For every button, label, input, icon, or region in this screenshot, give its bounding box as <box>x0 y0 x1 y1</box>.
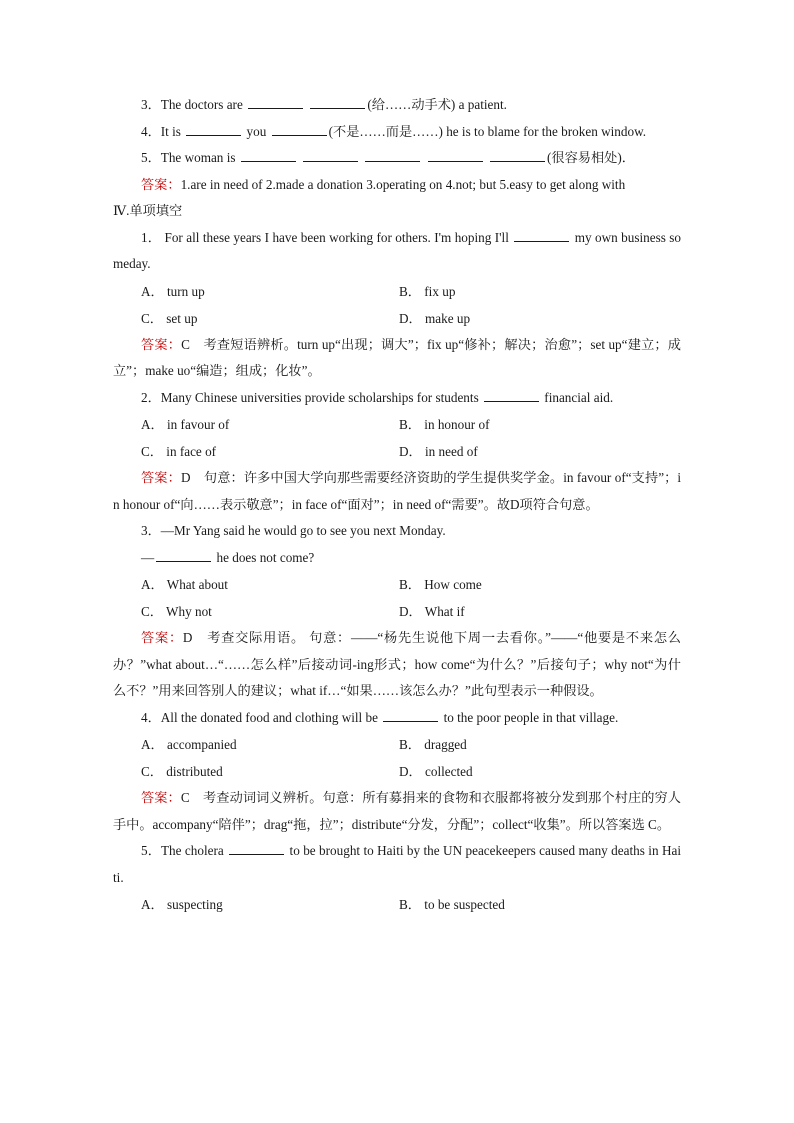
question-3-options-row1 <box>113 571 681 598</box>
fill-question-5: 5．The woman is (很容易相处)． <box>141 150 635 165</box>
question-5-options-row1 <box>113 891 681 918</box>
option-b: B． in honour of <box>399 417 490 432</box>
option-a: A． What about <box>141 577 228 592</box>
option-a: A． suspecting <box>141 897 223 912</box>
option-c: C． distributed <box>141 764 223 779</box>
question-3-stem: 3．—Mr Yang said he would go to see you next Monday. <box>141 523 446 538</box>
option-d: D． in need of <box>399 444 478 459</box>
question-2-answer: 答案：D 句意：许多中国大学向那些需要经济资助的学生提供奖学金。in favour of“支持”；in honour of“向……表示敬意”；in face of“面对”；in need of“需要”。故D项符合句意。 <box>113 470 682 512</box>
question-3-options-row2 <box>113 598 681 625</box>
option-a: A． in favour of <box>141 417 230 432</box>
option-a: A． turn up <box>141 283 205 299</box>
question-4-options-row1 <box>113 731 681 758</box>
answer-label: 答案： <box>141 630 183 645</box>
option-b: B． How come <box>399 577 482 592</box>
question-1-options-row2 <box>113 305 681 332</box>
option-b: B． fix up <box>399 283 456 299</box>
answer-label: 答案： <box>141 336 182 352</box>
option-d: D． collected <box>399 764 473 779</box>
option-a: A． accompanied <box>141 737 237 752</box>
answer-label: 答案： <box>141 470 181 485</box>
option-d: D． What if <box>399 604 465 619</box>
option-c: C． set up <box>141 310 198 326</box>
fill-answer: 答案：1.are in need of 2.made a donation 3.operating on 4.not; but 5.easy to get along with <box>141 176 626 192</box>
option-b: B． dragged <box>399 737 467 752</box>
option-c: C． Why not <box>141 604 212 619</box>
section-heading: Ⅳ.单项填空 <box>113 203 183 218</box>
question-3-answer: 答案：D 考查交际用语。 句意：——“杨先生说他下周一去看你。”——“他要是不来怎么办？”what about…“……怎么样”后接动词-ing形式；how come“为什么？”后接句子；why not“为什么不？”用来回答别人的建议；what if…“如果……该怎么办？”此句型表示一种假设。 <box>113 630 681 698</box>
document-page <box>113 92 681 918</box>
answer-label: 答案： <box>141 790 181 805</box>
question-2-options-row2 <box>113 438 681 465</box>
question-1-stem: 1． For all these years I have been working for others. I'm hoping I'll my own business someday. <box>113 229 682 271</box>
fill-question-3: 3．The doctors are (给……动手术) a patient. <box>141 97 507 112</box>
answer-label: 答案： <box>141 176 181 192</box>
question-4-options-row2 <box>113 758 681 785</box>
fill-question-4: 4．It is you (不是……而是……) he is to blame for the broken window. <box>141 123 647 139</box>
option-d: D． make up <box>399 310 471 326</box>
question-2-stem: 2．Many Chinese universities provide scholarships for students financial aid. <box>141 389 614 405</box>
option-b: B． to be suspected <box>399 897 505 912</box>
question-1-answer: 答案：C 考查短语辨析。turn up“出现；调大”；fix up“修补；解决；治愈”；set up“建立；成立”；make uo“编造；组成；化妆”。 <box>113 336 681 378</box>
question-2-options-row1 <box>113 411 681 438</box>
question-5-stem: 5．The cholera to be brought to Haiti by the UN peacekeepers caused many deaths in Haiti. <box>113 843 681 885</box>
question-1-options-row1 <box>113 278 681 305</box>
question-4-stem: 4．All the donated food and clothing will be to the poor people in that village. <box>141 709 619 725</box>
option-c: C． in face of <box>141 444 217 459</box>
question-3-stem-line2: — he does not come? <box>141 549 315 565</box>
question-4-answer: 答案：C 考查动词词义辨析。句意：所有募捐来的食物和衣服都将被分发到那个村庄的穷人手中。accompany“陪伴”；drag“拖，拉”；distribute“分发，分配”；collect“收集”。所以答案选 C。 <box>113 790 681 832</box>
